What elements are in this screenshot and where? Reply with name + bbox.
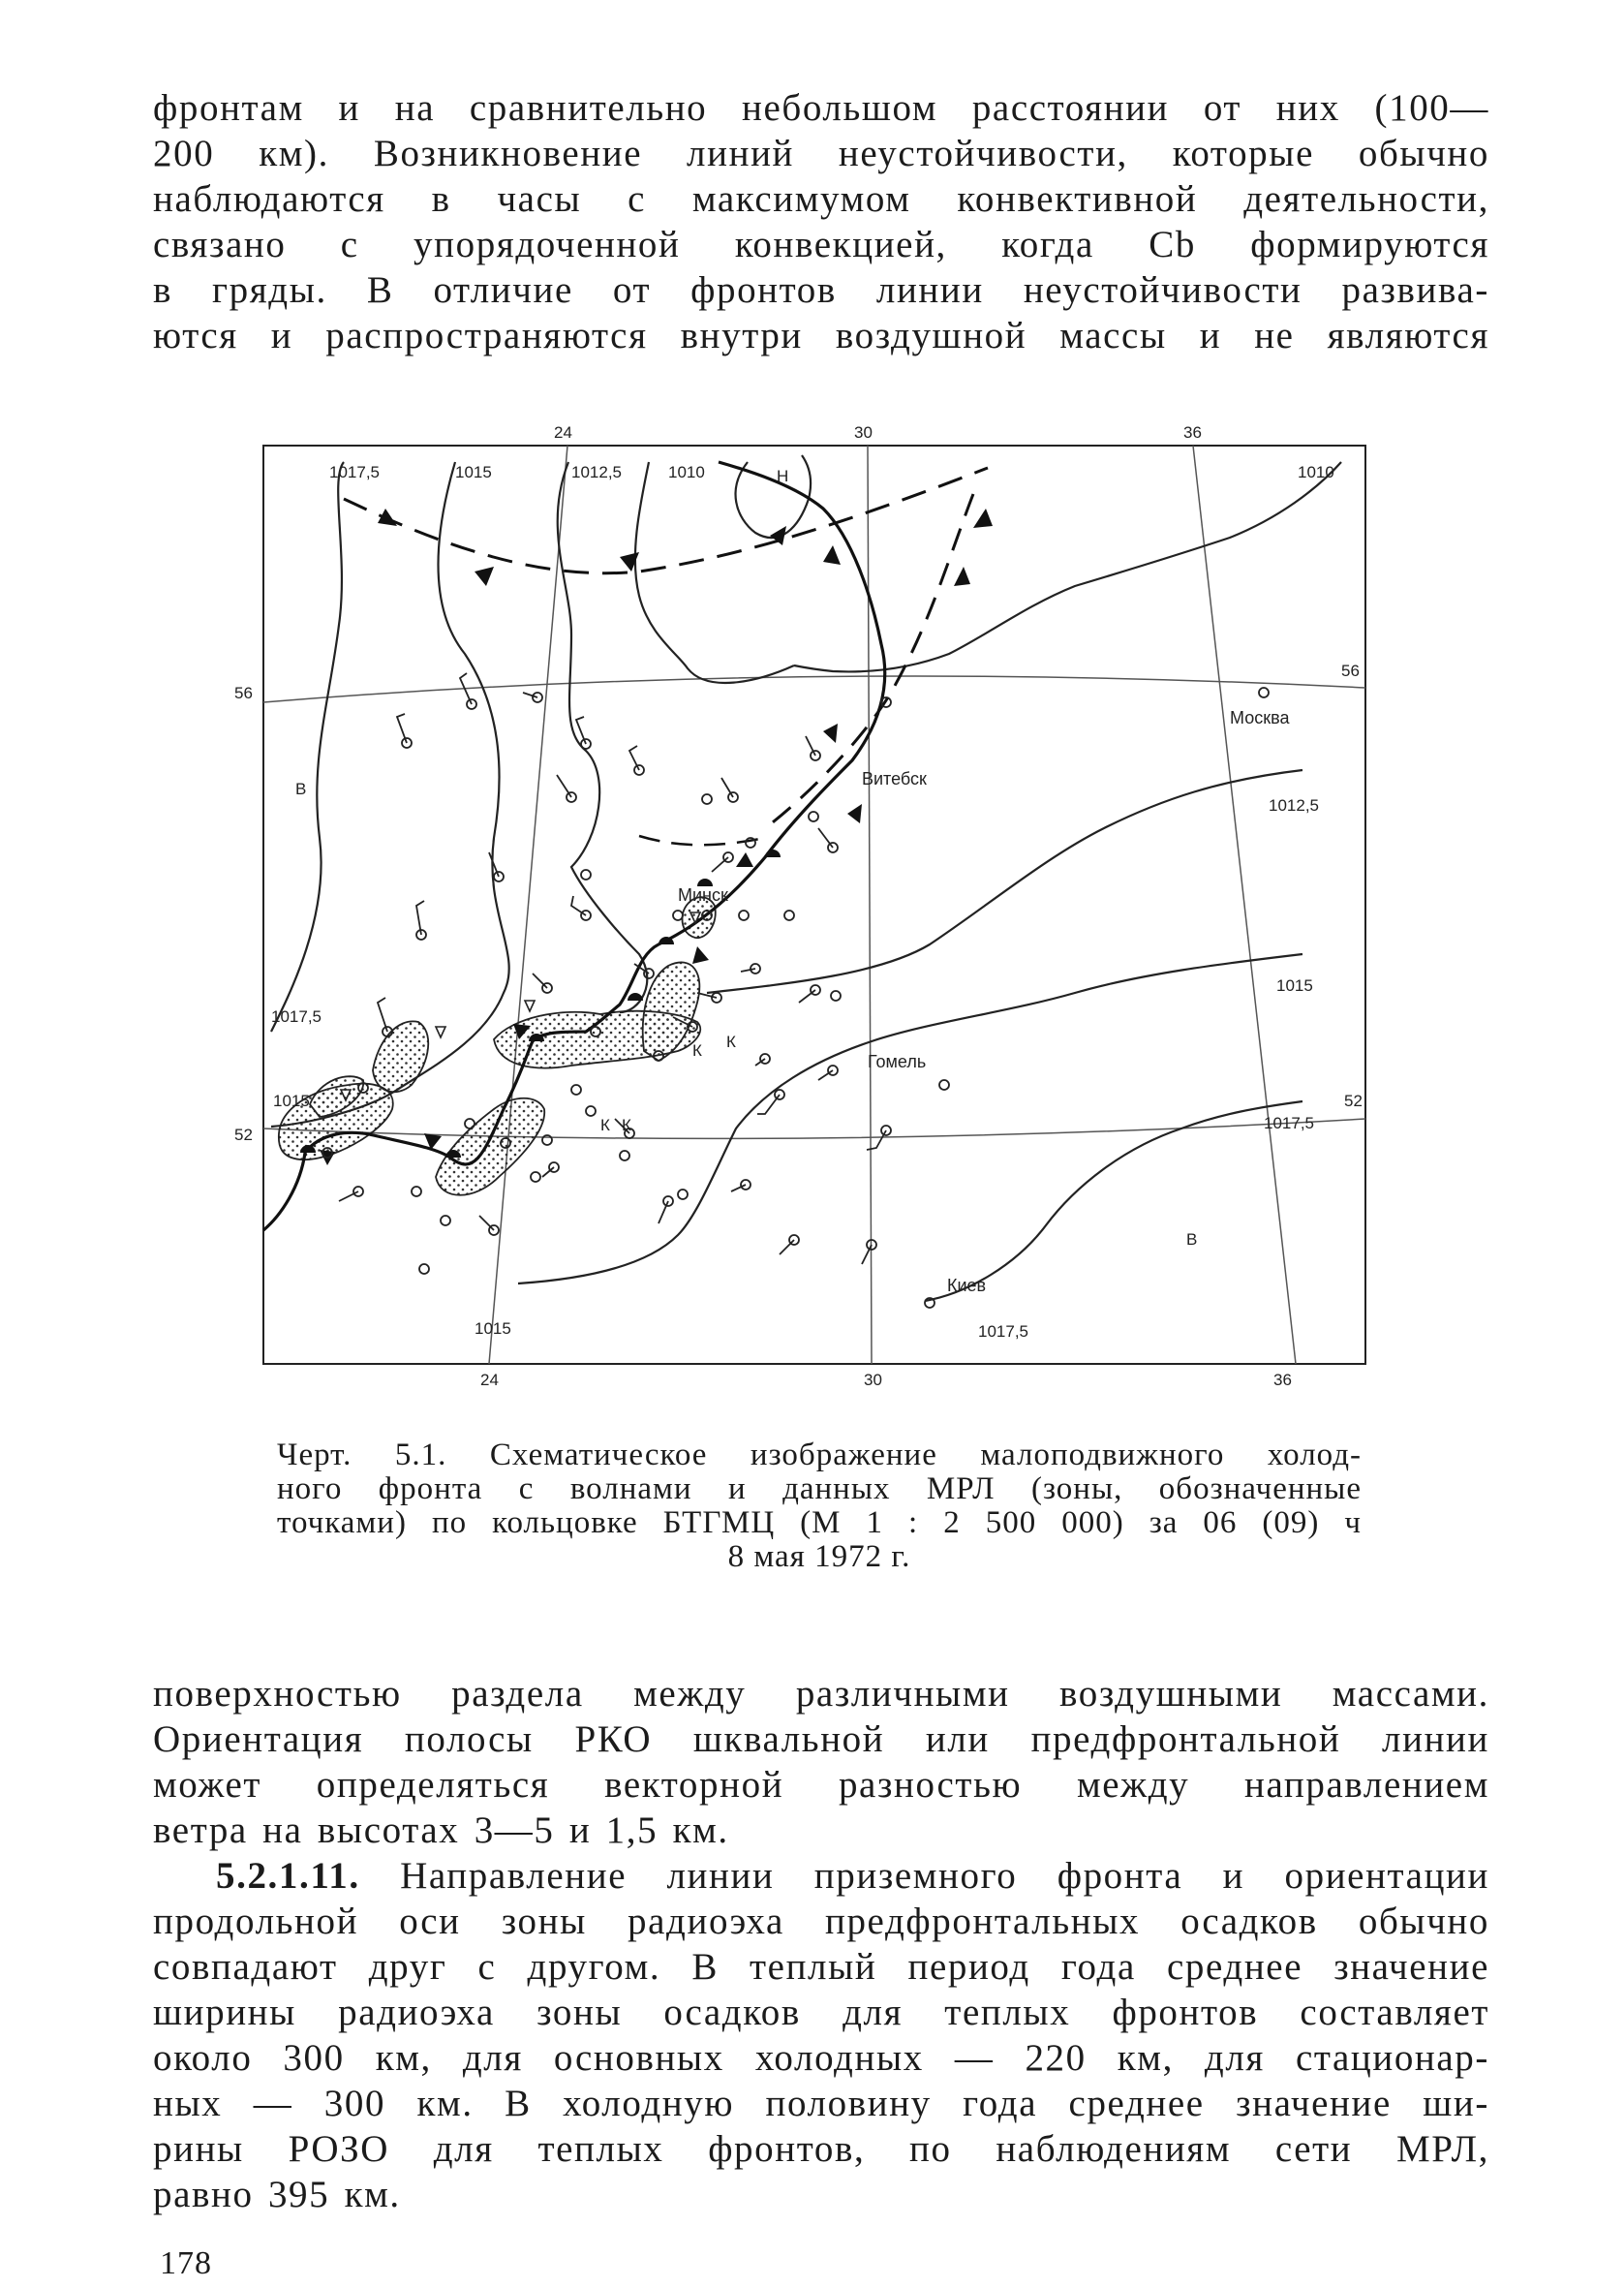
lon-label-bottom-36: 36: [1273, 1371, 1292, 1389]
caption-line: Черт. 5.1. Схематическое изображение малоподвижного холод-: [277, 1438, 1362, 1472]
text-line: поверхностью раздела между различными воздушными массами.: [153, 1673, 1489, 1715]
echo-zone-small: [373, 1021, 428, 1092]
front-triangle: [823, 545, 841, 565]
caption-line: точками) по кольцовке БТГМЦ (М 1 : 2 500 000) за 06 (09) ч: [277, 1505, 1362, 1540]
lat-label-right-56: 56: [1341, 662, 1360, 680]
text-line: 200 км). Возникновение линий неустойчивости, которые обычно: [153, 133, 1489, 174]
text-line: продольной оси зоны радиоэха предфронтальных осадков обычно: [153, 1901, 1489, 1942]
city-dot-moscow: [1259, 688, 1269, 697]
radar-echo-zones: [279, 897, 716, 1195]
text-line: ветра на высотах 3—5 и 1,5 км.: [153, 1809, 729, 1851]
city-dot-minsk: [739, 911, 749, 920]
city-label-minsk: Минск: [678, 885, 728, 905]
isobar-1017-5-west: [271, 462, 344, 1032]
text-line: ных — 300 км. В холодную половину года среднее значение ши-: [153, 2083, 1489, 2124]
cell-label: К: [622, 1116, 631, 1134]
echo-zone-south: [436, 1098, 544, 1195]
isobar-label: 1015: [273, 1092, 310, 1110]
body-paragraph-2: [153, 1853, 1489, 2217]
section-first-line: Направление линии приземного фронта и ориентации: [400, 1855, 1490, 1897]
isobar-label: 1015: [475, 1319, 511, 1338]
city-label-moscow: Москва: [1230, 708, 1290, 727]
isobar-label: 1015: [455, 463, 492, 481]
weather-map-figure: [234, 412, 1375, 1414]
text-line: рины РОЗО для теплых фронтов, по наблюдениям сети МРЛ,: [153, 2128, 1489, 2170]
top-paragraph: [153, 85, 1489, 358]
city-label-kiev: Киев: [947, 1276, 987, 1295]
isobar-label: 1012,5: [571, 463, 622, 481]
low-pressure-center: Н: [777, 467, 789, 485]
lon-label-top-24: 24: [554, 423, 572, 442]
isobar-label: 1017,5: [978, 1322, 1028, 1341]
city-dot-gomel: [939, 1080, 949, 1090]
isobar-label: 1012,5: [1269, 796, 1319, 815]
isobar-low-center: [736, 455, 811, 538]
cell-label: К: [692, 1041, 702, 1060]
text-line: совпадают друг с другом. В теплый период года среднее значение: [153, 1946, 1489, 1988]
lon-label-bottom-24: 24: [480, 1371, 499, 1389]
map-frame: [263, 446, 1365, 1364]
city-label-vitebsk: Витебск: [862, 769, 927, 788]
isobar-label: 1017,5: [271, 1007, 322, 1026]
text-line: наблюдаются в часы с максимумом конвективной деятельности,: [153, 178, 1489, 220]
front-triangle: [692, 946, 709, 964]
page-number: 178: [160, 2245, 212, 2281]
isobar-label: 1010: [1298, 463, 1334, 481]
isobar-1012-5-east: [707, 770, 1302, 993]
caption-line: 8 мая 1972 г.: [727, 1539, 911, 1574]
caption-line: ного фронта с волнами и данных МРЛ (зоны, обозначенные: [277, 1471, 1362, 1506]
isobars: [271, 455, 1341, 1301]
front-triangle: [475, 567, 494, 586]
lat-label-right-52: 52: [1344, 1092, 1363, 1110]
graticule: [263, 446, 1365, 1364]
isobar-label: 1010: [668, 463, 705, 481]
lon-label-top-30: 30: [854, 423, 873, 442]
isobar-label: 1015: [1276, 976, 1313, 995]
lat-label-left-52: 52: [234, 1126, 253, 1144]
front-triangle: [823, 724, 838, 743]
front-triangle: [847, 804, 862, 823]
text-line: в гряды. В отличие от фронтов линии неустойчивости развива-: [153, 269, 1489, 311]
text-line: ются и распространяются внутри воздушной массы и не являются: [153, 315, 1489, 356]
text-line: равно 395 км.: [153, 2174, 401, 2215]
high-pressure-center-east: В: [1186, 1230, 1198, 1249]
front-triangle: [973, 509, 993, 528]
body-paragraph-1: [153, 1671, 1489, 1853]
text-line: фронтам и на сравнительно небольшом расстоянии от них (100—: [153, 87, 1489, 129]
isobar-label: 1017,5: [329, 463, 380, 481]
front-semicircle: [628, 993, 643, 1001]
text-line: ширины радиоэха зоны осадков для теплых фронтов составляет: [153, 1992, 1489, 2033]
high-pressure-center-west: В: [295, 780, 307, 798]
text-line: [153, 1853, 1489, 1899]
isobar-1010-east: [794, 462, 1341, 671]
section-number: 5.2.1.11.: [216, 1855, 360, 1897]
front-semicircle: [765, 850, 781, 857]
figure-caption: [277, 1438, 1362, 1574]
text-line: может определяться векторной разностью между направлением: [153, 1764, 1489, 1806]
city-dot-vitebsk: [809, 812, 818, 821]
cell-label: К: [600, 1116, 610, 1134]
station-symbols: [322, 673, 891, 1274]
lat-label-left-56: 56: [234, 684, 253, 702]
text-line: Ориентация полосы РКО шквальной или предфронтальной линии: [153, 1718, 1489, 1760]
text-line: связано с упорядоченной конвекцией, когда Cb формируются: [153, 224, 1489, 265]
city-label-gomel: Гомель: [868, 1052, 927, 1071]
text-line: около 300 км, для основных холодных — 220 км, для стационар-: [153, 2037, 1489, 2079]
lon-label-bottom-30: 30: [864, 1371, 882, 1389]
cell-label: К: [726, 1033, 736, 1051]
isobar-1012-5-north: [558, 462, 648, 1012]
isobar-1010-north: [635, 462, 794, 683]
isobar-label: 1017,5: [1264, 1114, 1314, 1132]
front-triangle: [736, 852, 753, 867]
upper-cold-front-dashed: [344, 468, 988, 573]
isobar-1015-east: [518, 954, 1302, 1283]
lon-label-top-36: 36: [1183, 423, 1202, 442]
front-triangle: [954, 567, 970, 586]
